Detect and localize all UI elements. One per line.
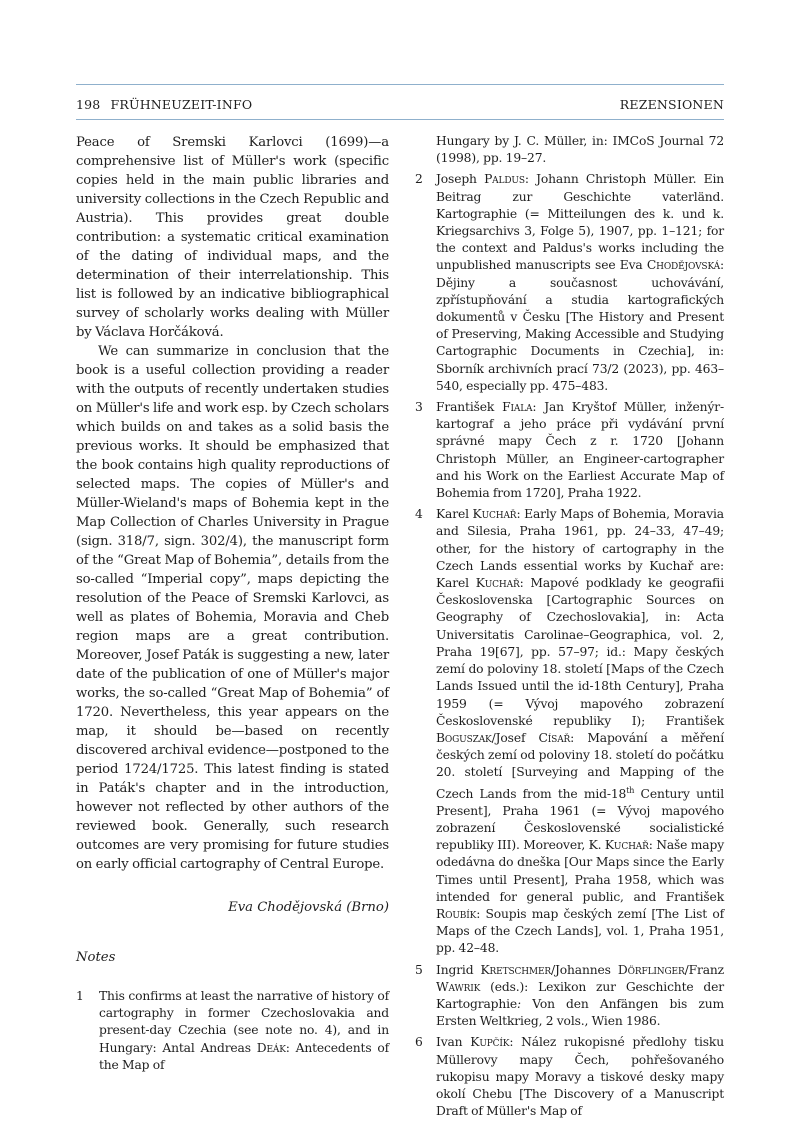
footnote-1-continuation: Hungary by J. C. Müller, in: IMCoS Journal 72 (1998), pp. 19–27.	[436, 134, 724, 166]
running-header	[76, 97, 724, 115]
footnote-number: 2	[415, 172, 423, 187]
right-column	[415, 133, 724, 1120]
body-paragraph-1: Peace of Sremski Karlovci (1699)—a comprehensive list of Müller's work (specific copies held in the main public libraries and university collections in the Czech Republic and Austria). This provides great double contribution: a systematic critical examination of the dating of individual maps, and the determination of their interrelationship. This list is followed by an indicative bibliographical survey of scholarly works dealing with Müller by Václava Horčáková.	[76, 135, 389, 340]
header-left	[76, 97, 252, 112]
footnote-number: 6	[415, 1035, 423, 1050]
body-paragraph-2: We can summarize in conclusion that the book is a useful collection providing a reader with the outputs of recently undertaken studies on Müller's life and work esp. by Czech scholars which builds on and takes as a solid basis the previous works. It should be emphasized that the book contains high quality reproductions of selected maps. The copies of Müller's and Müller-Wieland's maps of Bohemia kept in the Map Collection of Charles University in Prague (sign. 318/7, sign. 302/4), the manuscript form of the “Great Map of Bohemia”, details from the so-called “Imperial copy”, maps depicting the resolution of the Peace of Sremski Karlovci, as well as plates of Bohemia, Moravia and Cheb region maps are a great contribution. Moreover, Josef Paták is suggesting a new, later date of the publication of one of Müller's major works, the so-called “Great Map of Bohemia” of 1720. Nevertheless, this year appears on the map, it should be—based on recently discovered archival evidence—postponed to the period 1724/1725. This latest finding is stated in Paták's chapter and in the introduction, however not reflected by other authors of the reviewed book. Generally, such research outcomes are very promising for future studies on early official cartography of Central Europe.	[76, 344, 389, 872]
section-title: REZENSIONEN	[619, 97, 724, 112]
footnote-4: 4 Karel Kuchař: Early Maps of Bohemia, Moravia and Silesia, Praha 1961, pp. 24–33, 47–49; other, for the history of cartography in the Czech Lands essential works by Kuchař are: Karel Kuchař: Mapové podklady ke geografii Československa [Cartographic Sources on Geography of Czechoslovakia], in: Acta Universitatis Carolinae–Geographica, vol. 2, Praha 19[67], pp. 57–97; id.: Mapy českých zemí do poloviny 18. století [Maps of the Czech Lands Issued until the id-18th Century], Praha 1959 (= Vývoj mapového zobrazení Československé republiky I); František Boguszak/Josef Císař: Mapování a měření českých zemí od poloviny 18. století do počátku 20. století [Surveying and Mapping of the Czech Lands from the mid-18th Century until Present], Praha 1961 (= Vývoj mapového zobrazení Československé socialistické republiky III). Moreover, K. Kuchař: Naše mapy odedávna do dneška [Our Maps since the Early Times until Present], Praha 1958, which was intended for general public, and František Roubík: Soupis map českých zemí [The List of Maps of the Czech Lands], vol. 1, Praha 1951, pp. 42–48.	[415, 507, 725, 956]
footnote-2: 2 Joseph Paldus: Johann Christoph Müller. Ein Beitrag zur Geschichte vaterländ. Kartographie (= Mitteilungen des k. und k. Kriegsarchivs 3, Folge 5), 1907, pp. 1–121; for the context and Paldus's works including the unpublished manuscripts see Eva Chodějovská: Dějiny a současnost uchovávání, zpřístupňování a studia kartografických dokumentů v Česku [The History and Present of Preserving, Making Accessible and Studying Cartographic Documents in Czechia], in: Sborník archivních prací 73/2 (2023), pp. 463–540, especially pp. 475–483.	[415, 172, 725, 393]
header-rule-bottom	[76, 119, 724, 120]
notes-heading: Notes	[76, 950, 116, 965]
left-column	[76, 133, 389, 1074]
footnote-5: 5 Ingrid Kretschmer/Johannes Dörflinger/Franz Wawrik (eds.): Lexikon zur Geschichte der Kartographie: Von den Anfängen bis zum Ersten Weltkrieg, 2 vols., Wien 1986.	[415, 962, 724, 1029]
footnote-number: 4	[415, 507, 423, 522]
journal-title: FRÜHNEUZEIT-INFO	[110, 97, 253, 112]
header-rule-top	[76, 84, 724, 85]
footnote-1: 1 This confirms at least the narrative of history of cartography in former Czechoslovakia and present-day Czechia (see note no. 4), and in Hungary: Antal Andreas Deák: Antecedents of the Map of	[76, 989, 389, 1072]
footnote-number: 5	[415, 962, 423, 977]
review-signature: Eva Chodějovská (Brno)	[228, 900, 389, 915]
page-number: 198	[76, 97, 101, 112]
footnote-3: 3 František Fiala: Jan Kryštof Müller, inženýr-kartograf a jeho práce při vydávání první správné mapy Čech z r. 1720 [Johann Christoph Müller, an Engineer-cartographer and his Work on the Earliest Accurate Map of Bohemia from 1720], Praha 1922.	[415, 400, 724, 501]
footnote-number: 3	[415, 400, 423, 415]
footnote-number: 1	[76, 989, 84, 1003]
footnote-6: 6 Ivan Kupčík: Nález rukopisné předlohy tisku Müllerovy mapy Čech, pohřešovaného rukopisu mapy Moravy a tiskové desky mapy okolí Chebu [The Discovery of a Manuscript Draft of Müller's Map of	[415, 1035, 724, 1119]
